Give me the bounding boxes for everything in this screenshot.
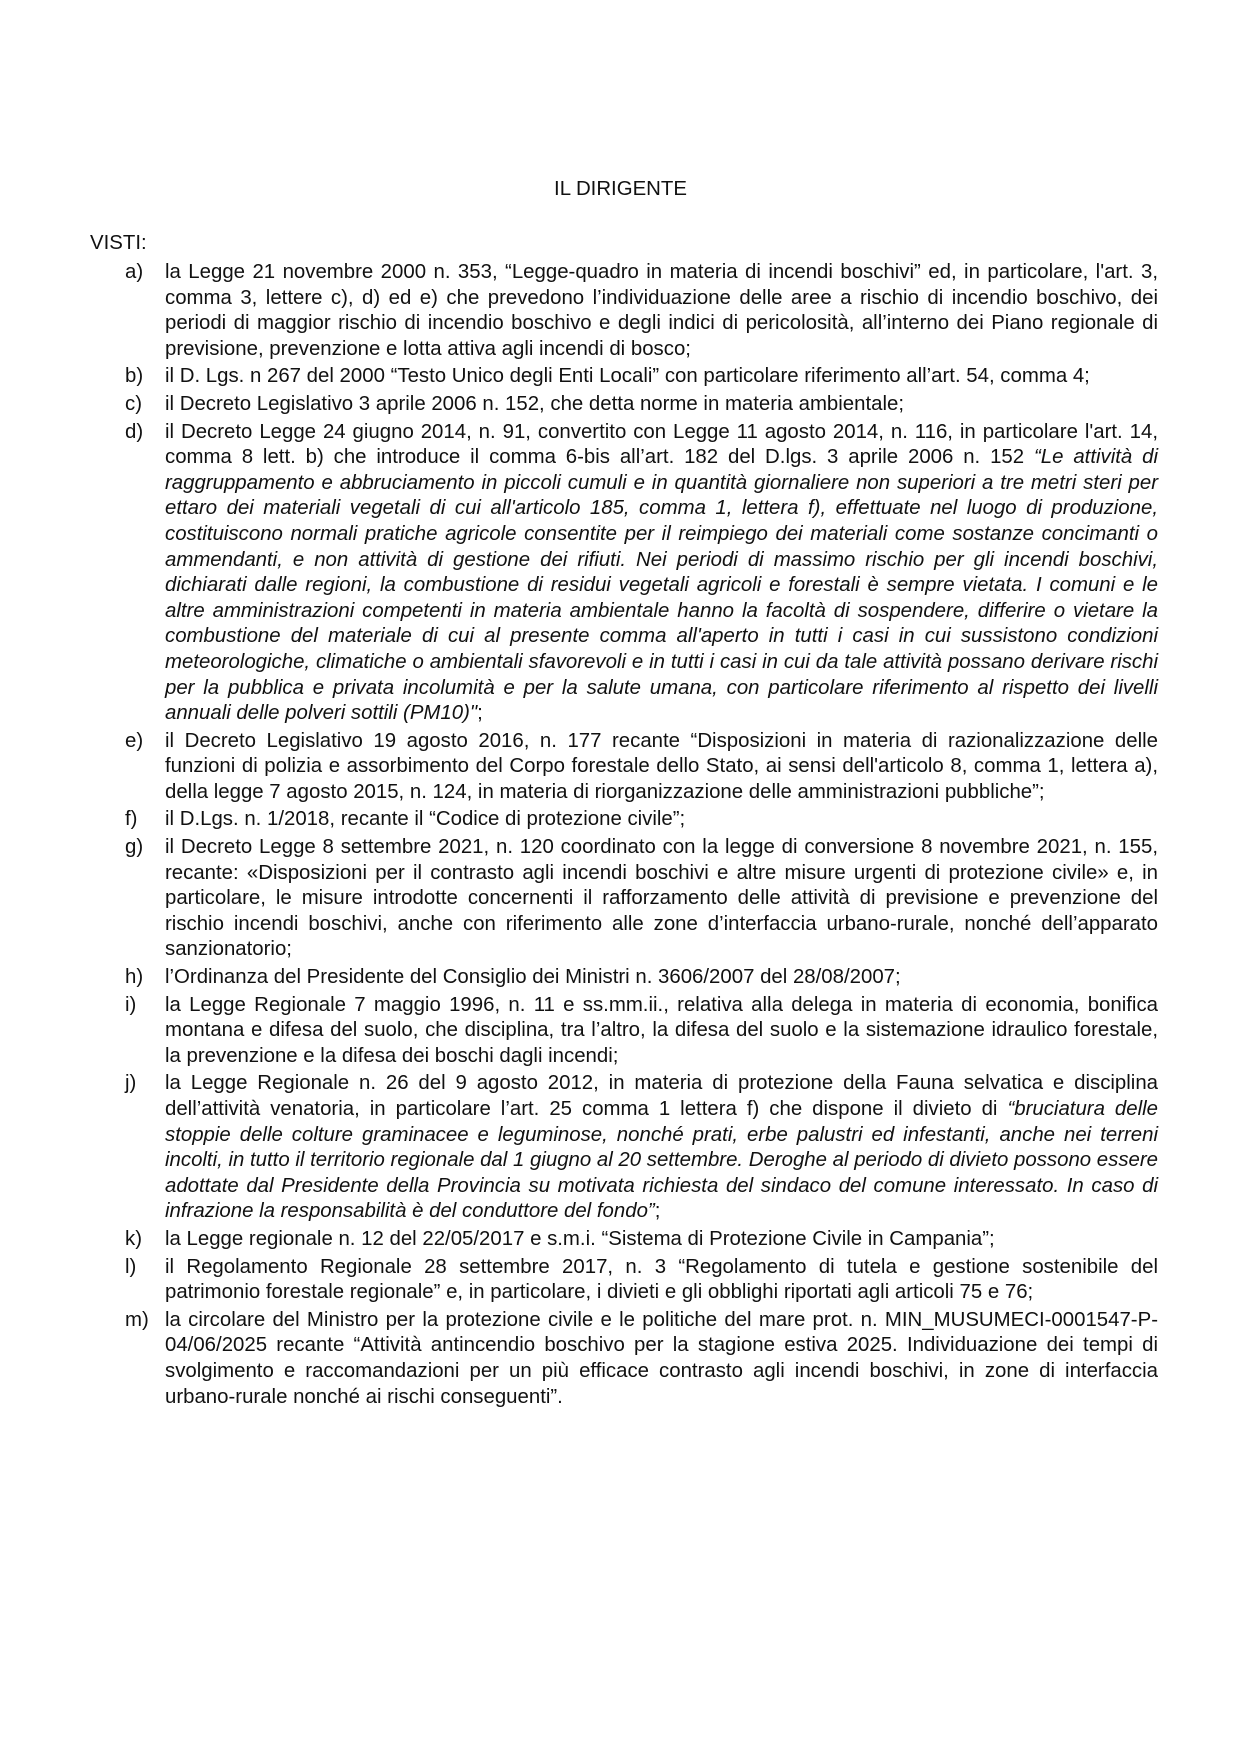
list-item [125,364,1158,390]
list-item-text-regular: la Legge Regionale n. 26 del 9 agosto 2012, in materia di protezione della Fauna selvatica e disciplina dell’attività venatoria, in particolare l’art. 25 comma 1 lettera f) che dispone il divieto di [165,1072,1158,1120]
list-item-letter: e) [125,729,144,752]
list-item [125,729,1158,806]
list-item-letter: d) [125,420,144,443]
list-item-letter: m) [125,1308,149,1331]
list-item-letter: f) [125,808,138,831]
list-item-text-tail: ; [477,702,483,725]
list-item [125,1071,1158,1225]
list-item-text-regular: l’Ordinanza del Presidente del Consiglio dei Ministri n. 3606/2007 del 28/08/2007; [165,966,901,989]
list-item-text [165,364,1158,390]
list-item-text [165,1308,1158,1410]
list-item [125,420,1158,727]
list-item-text [165,993,1158,1070]
list-item-text [165,1227,1158,1253]
list-item-letter: b) [125,365,144,388]
list-item-text-regular: il D. Lgs. n 267 del 2000 “Testo Unico degli Enti Locali” con particolare riferimento all’art. 54, comma 4; [165,365,1090,388]
list-item-letter: g) [125,836,144,859]
list-item-letter: a) [125,261,144,283]
list-item-text [165,1255,1158,1306]
list-item-text [165,1071,1158,1225]
list-item [125,260,1158,362]
list-item-text-regular: la Legge 21 novembre 2000 n. 353, “Legge-quadro in materia di incendi boschivi” ed, in particolare, l'art. 3, comma 3, lettere c), d) ed e) che prevedono l’individuazione delle aree a rischio di incendio boschivo, dei periodi di maggior rischio di incendio boschivo e degli indici di pericolosità, all’interno dei Piano regionale di previsione, prevenzione e lotta attiva agli incendi di bosco; [165,261,1158,360]
list-item [125,835,1158,963]
list-item-text [165,729,1158,806]
list-item-text [165,392,1158,418]
list-item [125,807,1158,833]
list-item-text-regular: la Legge regionale n. 12 del 22/05/2017 e s.m.i. “Sistema di Protezione Civile in Campania”; [165,1227,995,1250]
list-item-letter: i) [125,993,137,1016]
list-item-text [165,420,1158,727]
list-item-quote-italic: “bruciatura delle stoppie delle colture graminacee e leguminose, nonché prati, erbe palustri ed infestanti, anche nei terreni incolti, in tutto il territorio regionale dal 1 giugno al 20 settembre. Deroghe al periodo di divieto possono essere adottate dal Presidente della Provincia su motivata richiesta del sindaco del comune interessato. In caso di infrazione la responsabilità è del conduttore del fondo” [165,1098,1158,1223]
list-item-quote-italic: “Le attività di raggruppamento e abbruciamento in piccoli cumuli e in quantità giornaliere non superiori a tre metri steri per ettaro dei materiali vegetali di cui all'articolo 185, comma 1, lettera f), effettuate nel luogo di produzione, costituiscono normali pratiche agricole consentite per il reimpiego dei materiali come sostanze concimanti o ammendanti, e non attività di gestione dei rifiuti. Nei periodi di massimo rischio per gli incendi boschivi, dichiarati dalle regioni, la combustione di residui vegetali agricoli e forestali è sempre vietata. I comuni e le altre amministrazioni competenti in materia ambientale hanno la facoltà di sospendere, differire o vietare la combustione del materiale di cui al presente comma all'aperto in tutti i casi in cui sussistono condizioni meteorologiche, climatiche o ambientali sfavorevoli e in tutti i casi in cui da tale attività possano derivare rischi per la pubblica e privata incolumità e per la salute umana, con particolare riferimento al rispetto dei livelli annuali delle polveri sottili (PM10)" [165,446,1158,725]
list-item-text [165,807,1158,833]
list-item-text [165,835,1158,963]
list-item-text-regular: il Decreto Legge 24 giugno 2014, n. 91, convertito con Legge 11 agosto 2014, n. 116, in particolare l'art. 14, comma 8 lett. b) che introduce il comma 6-bis all’art. 182 del D.lgs. 3 aprile 2006 n. 152 [165,420,1158,469]
list-item-letter: k) [125,1227,142,1250]
list-item [125,392,1158,418]
list-item-text [165,965,1158,991]
list-item-letter: l) [125,1255,137,1278]
list-item-text [165,260,1158,362]
list-item [125,965,1158,991]
list-item [125,1308,1158,1410]
list-item-text-tail: ; [654,1200,661,1223]
list-item-text-regular: il Decreto Legislativo 19 agosto 2016, n. 177 recante “Disposizioni in materia di razionalizzazione delle funzioni di polizia e assorbimento del Corpo forestale dello Stato, ai sensi dell'articolo 8, comma 1, lettera a), della legge 7 agosto 2015, n. 124, in materia di riorganizzazione delle amministrazioni pubbliche”; [165,729,1158,803]
list-item-letter: j) [125,1072,137,1095]
visti-list [125,260,1158,1412]
list-item-text-regular: la Legge Regionale 7 maggio 1996, n. 11 e ss.mm.ii., relativa alla delega in materia di economia, bonifica montana e difesa del suolo, che disciplina, tra l’altro, la difesa del suolo e la sistemazione idraulico forestale, la prevenzione e la difesa dei boschi dagli incendi; [165,993,1158,1067]
list-item-letter: c) [125,392,142,415]
list-item-text-regular: il Regolamento Regionale 28 settembre 2017, n. 3 “Regolamento di tutela e gestione sostenibile del patrimonio forestale regionale” e, in particolare, i divieti e gli obblighi riportati agli articoli 75 e 76; [165,1255,1158,1304]
page-title: IL DIRIGENTE [554,178,687,200]
list-item [125,1255,1158,1306]
list-item [125,993,1158,1070]
list-item-text-regular: il Decreto Legge 8 settembre 2021, n. 120 coordinato con la legge di conversione 8 novembre 2021, n. 155, recante: «Disposizioni per il contrasto agli incendi boschivi e altre misure urgenti di protezione civile» e, in particolare, le misure introdotte concernenti il rafforzamento delle attività di previsione e prevenzione del rischio incendi boschivi, anche con riferimento alle zone d’interfaccia urbano-rurale, nonché dell’apparato sanzionatorio; [165,836,1158,961]
list-item-text-regular: il Decreto Legislativo 3 aprile 2006 n. 152, che detta norme in materia ambientale; [165,392,905,415]
visti-label: VISTI: [90,232,147,254]
list-item-text-regular: il D.Lgs. n. 1/2018, recante il “Codice di protezione civile”; [165,808,686,831]
list-item-text-regular: la circolare del Ministro per la protezione civile e le politiche del mare prot. n. MIN_MUSUMECI-0001547-P-04/06/2025 recante “Attività antincendio boschivo per la stagione estiva 2025. Individuazione dei tempi di svolgimento e raccomandazioni per un più efficace contrasto agli incendi boschivi, in zone di interfaccia urbano-rurale nonché ai rischi conseguenti”. [165,1308,1158,1408]
list-item [125,1227,1158,1253]
list-item-letter: h) [125,966,144,989]
